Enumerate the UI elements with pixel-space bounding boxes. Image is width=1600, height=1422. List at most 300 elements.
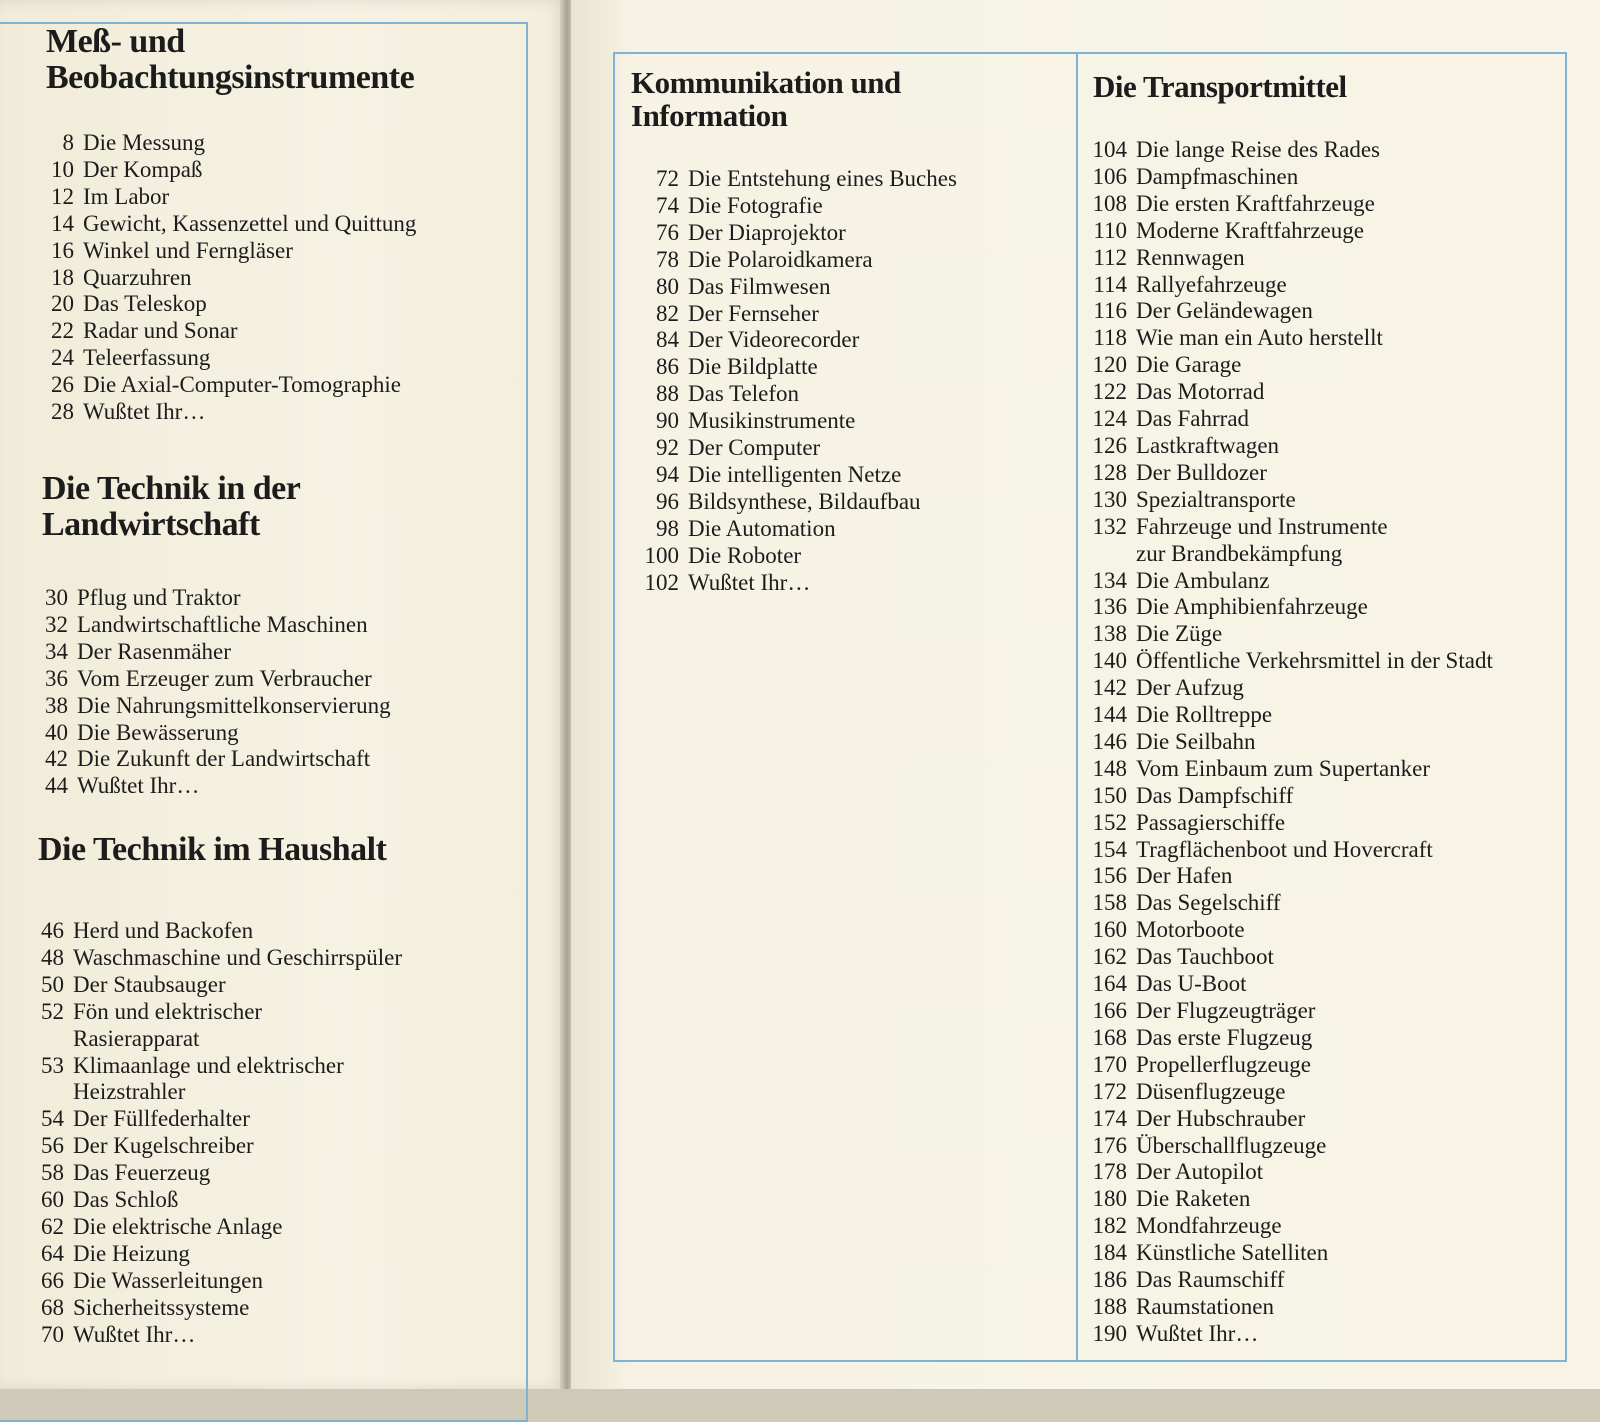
toc-entry-title <box>1136 783 1293 810</box>
toc-entry <box>1087 298 1493 325</box>
toc-title-line: Die Nahrungsmittelkonservierung <box>77 692 391 718</box>
toc-entry <box>629 193 957 220</box>
toc-page-number: 22 <box>51 318 74 344</box>
toc-entry-title <box>1136 191 1375 218</box>
toc-entry <box>1087 1025 1493 1052</box>
toc-title-line: Das Dampfschiff <box>1136 782 1294 808</box>
toc-page-number: 158 <box>1092 890 1127 916</box>
toc-entry-title <box>1136 298 1313 325</box>
section-heading-land <box>42 471 300 543</box>
toc-entry <box>1087 1052 1493 1079</box>
toc-title-line: Wußtet Ihr… <box>77 773 200 799</box>
section-heading-haus <box>38 832 386 868</box>
toc-entry-title <box>1136 648 1493 675</box>
toc-entry-title <box>1136 1133 1326 1160</box>
toc-entry <box>1087 675 1493 702</box>
toc-title-line: Das Feuerzeug <box>73 1160 211 1186</box>
toc-entry <box>36 1053 402 1107</box>
toc-page-number: 62 <box>41 1213 64 1239</box>
toc-title-line: Winkel und Ferngläser <box>83 237 293 263</box>
toc-title-line: Die Roboter <box>688 542 802 568</box>
toc-entry <box>1087 756 1493 783</box>
toc-page-number: 128 <box>1092 459 1127 485</box>
toc-entry <box>1087 917 1493 944</box>
toc-entry-title <box>73 999 262 1053</box>
toc-entry <box>629 408 957 435</box>
toc-entry <box>1087 272 1493 299</box>
toc-title-line: Landwirtschaftliche Maschinen <box>77 611 368 637</box>
toc-entry-title <box>1136 1052 1311 1079</box>
toc-entry <box>629 166 957 193</box>
toc-page-number: 120 <box>1092 352 1127 378</box>
toc-page-number: 104 <box>1092 137 1127 162</box>
toc-page-number: 50 <box>41 971 64 997</box>
toc-page-number: 66 <box>41 1267 64 1293</box>
toc-title-line: Mondfahrzeuge <box>1136 1213 1282 1239</box>
toc-title-line: Die Entstehung eines Buches <box>688 166 957 191</box>
toc-page-number: 28 <box>51 399 74 425</box>
toc-title-line: Klimaanlage und elektrischer <box>73 1052 344 1078</box>
toc-page-number: 108 <box>1092 190 1127 216</box>
toc-entry <box>36 1187 402 1214</box>
toc-title-line: Überschallflugzeuge <box>1136 1132 1327 1158</box>
toc-title-line: Der Computer <box>688 435 821 461</box>
toc-entry-title <box>83 399 205 426</box>
toc-title-line: Herd und Backofen <box>73 918 254 943</box>
toc-entry-title <box>1136 917 1245 944</box>
toc-title-line: Der Rasenmäher <box>77 638 231 664</box>
toc-title-line: Wie man ein Auto herstellt <box>1136 325 1383 351</box>
toc-entry <box>1087 164 1493 191</box>
toc-title-line: Das Motorrad <box>1136 379 1265 405</box>
toc-title-line: Vom Einbaum zum Supertanker <box>1136 755 1431 781</box>
toc-entry-title <box>83 157 202 184</box>
toc-title-line: Die Züge <box>1136 621 1223 647</box>
toc-page-number: 40 <box>45 719 68 745</box>
toc-page-number: 116 <box>1093 298 1127 324</box>
toc-entry <box>1087 137 1493 164</box>
toc-entry-title <box>1136 944 1274 971</box>
toc-page-number: 82 <box>656 300 679 326</box>
toc-title-line: Der Hafen <box>1136 863 1233 889</box>
toc-entry <box>1087 621 1493 648</box>
toc-entry-title <box>1136 325 1383 352</box>
toc-list-haus <box>36 918 402 1349</box>
toc-page-number: 18 <box>51 264 74 290</box>
toc-page-number: 138 <box>1092 621 1127 647</box>
toc-title-line: Die Wasserleitungen <box>73 1267 263 1293</box>
toc-entry <box>1087 998 1493 1025</box>
toc-page-number: 184 <box>1092 1240 1127 1266</box>
toc-entry <box>1087 460 1493 487</box>
toc-entry-title <box>1136 245 1245 272</box>
toc-entry <box>36 1133 402 1160</box>
toc-page-number: 178 <box>1092 1159 1127 1185</box>
toc-entry <box>40 773 391 800</box>
toc-page-number: 32 <box>45 611 68 637</box>
toc-title-line: Das Telefon <box>688 381 800 407</box>
toc-page-number: 60 <box>41 1187 64 1213</box>
toc-entry-title <box>83 372 401 399</box>
toc-title-line: Die Raketen <box>1136 1186 1251 1212</box>
toc-title-line: Die Garage <box>1136 352 1242 378</box>
toc-entry <box>1087 1294 1493 1321</box>
toc-page-number: 16 <box>51 237 74 263</box>
toc-entry <box>1087 406 1493 433</box>
toc-entry <box>629 354 957 381</box>
toc-entry-title <box>688 220 846 247</box>
toc-title-line: Der Diaprojektor <box>688 219 846 245</box>
toc-entry-title <box>1136 568 1270 595</box>
toc-entry-title <box>1136 863 1232 890</box>
toc-entry-title <box>688 247 873 274</box>
toc-title-line: Die intelligenten Netze <box>688 461 902 487</box>
toc-title-line: Das erste Flugzeug <box>1136 1024 1313 1050</box>
toc-title-line: Das Fahrrad <box>1136 406 1250 432</box>
toc-entry <box>629 274 957 301</box>
toc-title-line: Propellerflugzeuge <box>1136 1051 1311 1077</box>
toc-page-number: 190 <box>1092 1320 1127 1346</box>
right-page <box>571 0 1600 1389</box>
toc-entry-title <box>73 945 402 972</box>
toc-entry-title <box>688 301 819 328</box>
toc-entry <box>36 1241 402 1268</box>
toc-entry-title <box>688 193 823 220</box>
toc-entry-title <box>688 489 921 516</box>
toc-entry <box>40 693 391 720</box>
toc-title-line: Pflug und Traktor <box>77 585 241 610</box>
toc-entry-title <box>83 130 205 157</box>
toc-entry-title <box>688 462 901 489</box>
toc-title-line: Rallyefahrzeuge <box>1136 271 1287 297</box>
toc-entry <box>1087 863 1493 890</box>
toc-title-line: Der Kompaß <box>83 156 203 182</box>
toc-entry-title <box>83 345 210 372</box>
toc-title-line: Die Fotografie <box>688 192 823 218</box>
toc-entry <box>36 945 402 972</box>
toc-entry <box>629 247 957 274</box>
toc-title-line: Wußtet Ihr… <box>83 399 206 425</box>
toc-title-line: Der Aufzug <box>1136 675 1244 701</box>
toc-page-number: 186 <box>1092 1267 1127 1293</box>
toc-title-line: Fön und elektrischer <box>73 998 263 1024</box>
section-heading-trans <box>1093 70 1347 103</box>
toc-title-line: Rennwagen <box>1136 244 1245 270</box>
toc-page-number: 142 <box>1092 675 1127 701</box>
toc-entry <box>629 570 957 597</box>
toc-page-number: 53 <box>41 1052 64 1078</box>
toc-page-number: 122 <box>1092 379 1127 405</box>
toc-title-line: Die Rolltreppe <box>1136 702 1273 728</box>
toc-page-number: 152 <box>1092 809 1127 835</box>
toc-entry <box>46 399 416 426</box>
toc-entry <box>1087 1079 1493 1106</box>
toc-page-number: 12 <box>51 183 74 209</box>
toc-entry-title <box>77 666 372 693</box>
toc-title-line: Radar und Sonar <box>83 318 238 344</box>
toc-title-line: Die Messung <box>83 130 206 155</box>
toc-title-line: Das Raumschiff <box>1136 1267 1285 1293</box>
toc-entry-title <box>1136 702 1272 729</box>
toc-title-line: Die Zukunft der Landwirtschaft <box>77 746 371 772</box>
toc-page-number: 74 <box>656 192 679 218</box>
toc-entry <box>1087 1133 1493 1160</box>
toc-page-number: 98 <box>656 515 679 541</box>
toc-page-number: 36 <box>45 665 68 691</box>
toc-entry-title <box>688 435 820 462</box>
toc-entry <box>1087 325 1493 352</box>
toc-entry <box>36 1268 402 1295</box>
toc-page-number: 100 <box>644 542 679 568</box>
toc-entry-title <box>1136 379 1264 406</box>
toc-entry-title <box>1136 218 1364 245</box>
toc-entry <box>40 612 391 639</box>
heading-line: Information <box>631 98 788 133</box>
toc-entry <box>1087 783 1493 810</box>
toc-entry-title <box>1136 837 1433 864</box>
toc-entry-title <box>1136 729 1255 756</box>
toc-entry-title <box>1136 487 1296 514</box>
toc-page-number: 132 <box>1092 513 1127 539</box>
heading-line: Die Technik im Haushalt <box>38 831 387 868</box>
toc-entry-title <box>77 585 241 612</box>
toc-entry <box>1087 487 1493 514</box>
toc-entry-title <box>83 184 169 211</box>
toc-entry-title <box>77 612 368 639</box>
toc-title-line: Künstliche Satelliten <box>1136 1240 1329 1266</box>
toc-title-line: Öffentliche Verkehrsmittel in der Stadt <box>1136 648 1493 674</box>
toc-entry <box>36 999 402 1053</box>
toc-page-number: 124 <box>1092 406 1127 432</box>
toc-title-line: Der Füllfederhalter <box>73 1106 250 1132</box>
toc-entry <box>40 746 391 773</box>
toc-entry-title <box>688 327 859 354</box>
toc-title-line: Das Tauchboot <box>1136 944 1274 970</box>
toc-entry <box>1087 971 1493 998</box>
toc-entry <box>1087 1213 1493 1240</box>
toc-entry <box>629 220 957 247</box>
toc-title-line: Der Videorecorder <box>688 327 860 353</box>
toc-entry-title <box>73 972 226 999</box>
toc-entry-title <box>77 720 239 747</box>
toc-page-number: 172 <box>1092 1078 1127 1104</box>
toc-title-line: Gewicht, Kassenzettel und Quittung <box>83 210 417 236</box>
toc-title-line: Die Seilbahn <box>1136 728 1256 754</box>
toc-title-line: Die ersten Kraftfahrzeuge <box>1136 190 1375 216</box>
toc-entry <box>629 516 957 543</box>
toc-page-number: 114 <box>1093 271 1127 297</box>
toc-entry-title <box>83 291 207 318</box>
toc-entry-title <box>73 1053 344 1107</box>
heading-line: Die Transportmittel <box>1093 69 1347 104</box>
toc-page-number: 86 <box>656 354 679 380</box>
toc-title-line: Der Bulldozer <box>1136 459 1267 485</box>
toc-title-line: Der Staubsauger <box>73 971 226 997</box>
toc-page-number: 34 <box>45 638 68 664</box>
toc-title-line: Motorboote <box>1136 917 1245 943</box>
toc-page-number: 76 <box>656 219 679 245</box>
toc-page-number: 170 <box>1092 1051 1127 1077</box>
toc-title-line: Dampfmaschinen <box>1136 163 1299 189</box>
toc-entry <box>46 291 416 318</box>
toc-entry-title <box>1136 675 1244 702</box>
toc-title-line: Der Autopilot <box>1136 1159 1264 1185</box>
toc-page-number: 68 <box>41 1294 64 1320</box>
toc-entry <box>46 318 416 345</box>
toc-page-number: 150 <box>1092 782 1127 808</box>
toc-page-number: 90 <box>656 408 679 434</box>
toc-page-number: 94 <box>656 461 679 487</box>
toc-entry-title <box>1136 810 1285 837</box>
toc-entry-title <box>77 693 391 720</box>
toc-entry-title <box>688 516 836 543</box>
toc-entry-title <box>688 354 818 381</box>
toc-title-line: Düsenflugzeuge <box>1136 1078 1286 1104</box>
toc-page-number: 168 <box>1092 1024 1127 1050</box>
toc-entry <box>36 918 402 945</box>
toc-page-number: 102 <box>644 569 679 595</box>
toc-entry <box>1087 944 1493 971</box>
column-divider <box>1076 52 1078 1362</box>
toc-page-number: 78 <box>656 246 679 272</box>
toc-page-number: 70 <box>41 1321 64 1347</box>
toc-title-line: Die Automation <box>688 515 836 541</box>
toc-page-number: 164 <box>1092 971 1127 997</box>
toc-page-number: 180 <box>1092 1186 1127 1212</box>
toc-entry-title <box>73 1322 195 1349</box>
toc-entry <box>1087 702 1493 729</box>
toc-entry-title <box>1136 460 1267 487</box>
heading-line: Beobachtungsinstrumente <box>46 59 415 96</box>
toc-entry <box>36 1322 402 1349</box>
toc-title-line: Das Schloß <box>73 1187 179 1213</box>
toc-entry <box>46 130 416 157</box>
toc-entry <box>1087 218 1493 245</box>
toc-title-line: zur Brandbekämpfung <box>1136 540 1343 566</box>
toc-entry <box>1087 352 1493 379</box>
toc-title-line: Die Amphibienfahrzeuge <box>1136 594 1368 620</box>
toc-page-number: 134 <box>1092 567 1127 593</box>
toc-title-line: Wußtet Ihr… <box>73 1321 196 1347</box>
section-heading-mess <box>46 24 414 96</box>
toc-entry <box>36 972 402 999</box>
toc-page-number: 26 <box>51 372 74 398</box>
toc-list-komm <box>629 166 957 597</box>
toc-list-trans <box>1087 137 1493 1348</box>
toc-entry <box>1087 890 1493 917</box>
toc-entry-title <box>1136 1321 1258 1348</box>
toc-entry-title <box>1136 594 1368 621</box>
toc-page-number: 112 <box>1093 244 1127 270</box>
toc-page-number: 188 <box>1092 1293 1127 1319</box>
toc-page-number: 176 <box>1092 1132 1127 1158</box>
toc-entry <box>1087 1240 1493 1267</box>
toc-page-number: 110 <box>1093 217 1127 243</box>
toc-entry <box>40 639 391 666</box>
toc-title-line: Wußtet Ihr… <box>688 569 811 595</box>
heading-line: Meß- und <box>46 23 185 60</box>
toc-title-line: Der Flugzeugträger <box>1136 998 1316 1023</box>
toc-entry <box>1087 648 1493 675</box>
toc-entry-title <box>1136 1159 1263 1186</box>
toc-entry <box>1087 1159 1493 1186</box>
toc-entry-title <box>1136 998 1315 1025</box>
toc-entry <box>1087 1267 1493 1294</box>
toc-title-line: Die Bewässerung <box>77 719 239 745</box>
toc-entry-title <box>688 570 810 597</box>
toc-title-line: Das Filmwesen <box>688 273 831 299</box>
toc-entry-title <box>73 1106 250 1133</box>
toc-entry-title <box>73 1214 282 1241</box>
toc-page-number: 56 <box>41 1133 64 1159</box>
toc-title-line: Spezialtransporte <box>1136 486 1296 512</box>
toc-page-number: 166 <box>1092 998 1127 1023</box>
toc-title-line: Fahrzeuge und Instrumente <box>1136 513 1388 539</box>
toc-page-number: 42 <box>45 746 68 772</box>
toc-entry <box>1087 1106 1493 1133</box>
section-heading-komm <box>631 66 901 132</box>
toc-entry-title <box>1136 1186 1250 1213</box>
toc-title-line: Das U-Boot <box>1136 971 1247 997</box>
toc-entry <box>46 265 416 292</box>
toc-entry-title <box>688 543 801 570</box>
toc-title-line: Die Polaroidkamera <box>688 246 873 272</box>
toc-page-number: 156 <box>1092 863 1127 889</box>
toc-title-line: Lastkraftwagen <box>1136 432 1280 458</box>
toc-entry-title <box>73 1187 178 1214</box>
toc-title-line: Der Fernseher <box>688 300 819 326</box>
toc-entry-title <box>1136 1079 1285 1106</box>
toc-entry-title <box>73 1160 210 1187</box>
toc-page-number: 14 <box>51 210 74 236</box>
toc-list-land <box>40 585 391 800</box>
toc-entry-title <box>83 318 238 345</box>
toc-title-line: Die elektrische Anlage <box>73 1213 283 1239</box>
toc-title-line: Die Bildplatte <box>688 354 818 380</box>
toc-page-number: 162 <box>1092 944 1127 970</box>
toc-entry-title <box>688 166 957 193</box>
toc-entry <box>1087 433 1493 460</box>
toc-title-line: Der Geländewagen <box>1136 298 1313 324</box>
toc-page-number: 10 <box>51 156 74 182</box>
toc-entry-title <box>688 381 799 408</box>
toc-entry <box>1087 568 1493 595</box>
toc-entry-title <box>1136 1294 1274 1321</box>
toc-entry-title <box>1136 971 1247 998</box>
toc-page-number: 92 <box>656 435 679 461</box>
toc-entry <box>40 585 391 612</box>
toc-page-number: 126 <box>1092 432 1127 458</box>
toc-entry <box>36 1106 402 1133</box>
toc-page-number: 160 <box>1092 917 1127 943</box>
toc-page-number: 136 <box>1092 594 1127 620</box>
toc-entry <box>1087 1186 1493 1213</box>
toc-page-number: 64 <box>41 1240 64 1266</box>
toc-entry-title <box>73 1241 190 1268</box>
toc-page-number: 80 <box>656 273 679 299</box>
toc-entry <box>40 720 391 747</box>
toc-title-line: Quarzuhren <box>83 264 192 290</box>
toc-entry-title <box>73 1295 249 1322</box>
toc-page-number: 154 <box>1092 836 1127 862</box>
toc-entry-title <box>73 1133 254 1160</box>
toc-entry-title <box>73 1268 263 1295</box>
toc-entry-title <box>1136 406 1249 433</box>
toc-entry <box>629 435 957 462</box>
toc-entry <box>629 543 957 570</box>
toc-page-number: 118 <box>1093 325 1127 351</box>
toc-title-line: Bildsynthese, Bildaufbau <box>688 488 921 514</box>
